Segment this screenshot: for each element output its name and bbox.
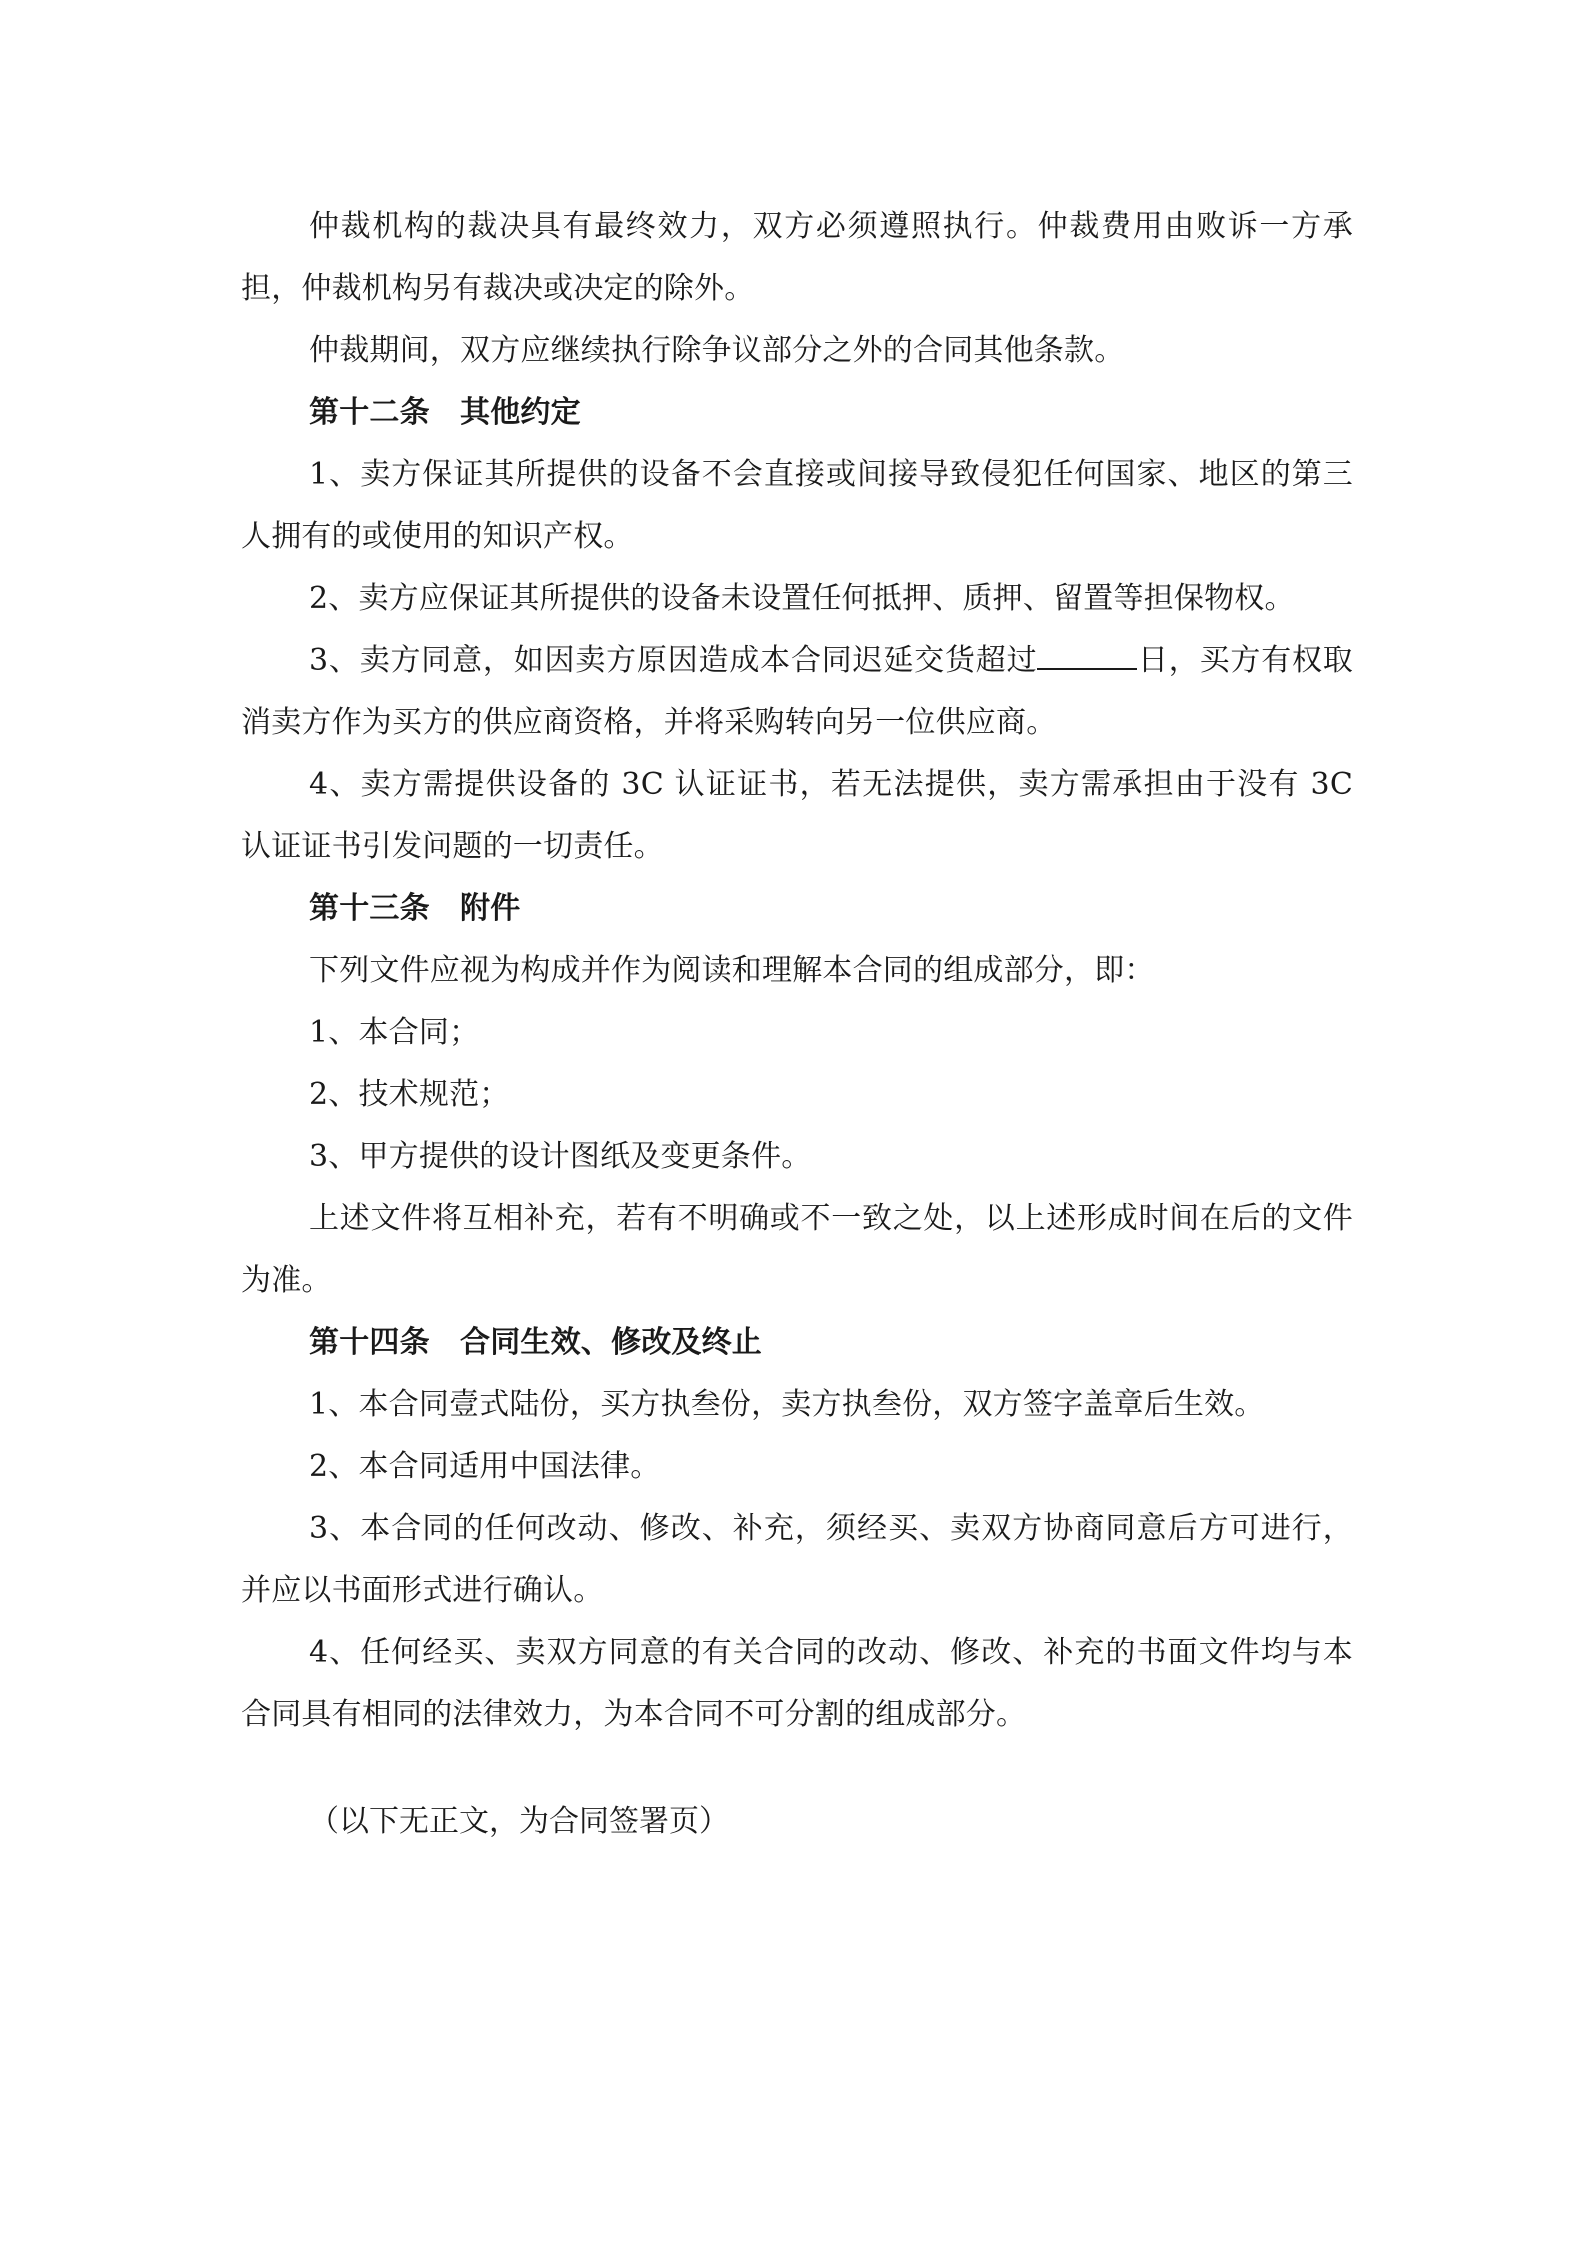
article-12-item-4: 4、卖方需提供设备的 3C 认证证书，若无法提供，卖方需承担由于没有 3C 认证证书引发问题的一切责任。 bbox=[241, 767, 1353, 864]
article-14-item-1: 1、本合同壹式陆份，买方执叁份，卖方执叁份，双方签字盖章后生效。 bbox=[309, 1387, 1265, 1422]
arbitration-period-paragraph: 仲裁期间，双方应继续执行除争议部分之外的合同其他条款。 bbox=[309, 333, 1125, 368]
article-14-item-2: 2、本合同适用中国法律。 bbox=[309, 1449, 661, 1484]
arbitration-finality-paragraph: 仲裁机构的裁决具有最终效力，双方必须遵照执行。仲裁费用由败诉一方承担，仲裁机构另有裁决或决定的除外。 bbox=[241, 209, 1353, 306]
article-14-item-3: 3、本合同的任何改动、修改、补充，须经买、卖双方协商同意后方可进行，并应以书面形式进行确认。 bbox=[241, 1511, 1353, 1608]
article-13-intro: 下列文件应视为构成并作为阅读和理解本合同的组成部分，即： bbox=[309, 953, 1155, 988]
article-13-item-1: 1、本合同； bbox=[309, 1015, 480, 1050]
article-13-outro: 上述文件将互相补充，若有不明确或不一致之处，以上述形成时间在后的文件为准。 bbox=[241, 1201, 1353, 1298]
article-12-item-3-before: 3、卖方同意，如因卖方原因造成本合同迟延交货超过 bbox=[309, 643, 1038, 678]
article-12-item-3 bbox=[241, 630, 1353, 754]
document-page bbox=[241, 196, 1353, 1853]
article-12-item-1: 1、卖方保证其所提供的设备不会直接或间接导致侵犯任何国家、地区的第三人拥有的或使用的知识产权。 bbox=[241, 457, 1353, 554]
article-12-heading: 第十二条 其他约定 bbox=[309, 395, 581, 430]
article-13-item-3: 3、甲方提供的设计图纸及变更条件。 bbox=[309, 1139, 812, 1174]
article-12-item-2: 2、卖方应保证其所提供的设备未设置任何抵押、质押、留置等担保物权。 bbox=[309, 581, 1295, 616]
article-14-heading: 第十四条 合同生效、修改及终止 bbox=[309, 1325, 762, 1360]
closing-note: （以下无正文，为合同签署页） bbox=[309, 1804, 729, 1839]
spacer bbox=[241, 1746, 1353, 1791]
delay-days-blank bbox=[1037, 638, 1137, 670]
article-14-item-4: 4、任何经买、卖双方同意的有关合同的改动、修改、补充的书面文件均与本合同具有相同的法律效力，为本合同不可分割的组成部分。 bbox=[241, 1635, 1353, 1732]
article-13-item-2: 2、技术规范； bbox=[309, 1077, 510, 1112]
article-13-heading: 第十三条 附件 bbox=[309, 891, 521, 926]
article-12-item-3-after: 日，买方有权取消卖方作为买方的供应商资格，并将采购转向另一位供应商。 bbox=[241, 643, 1353, 740]
